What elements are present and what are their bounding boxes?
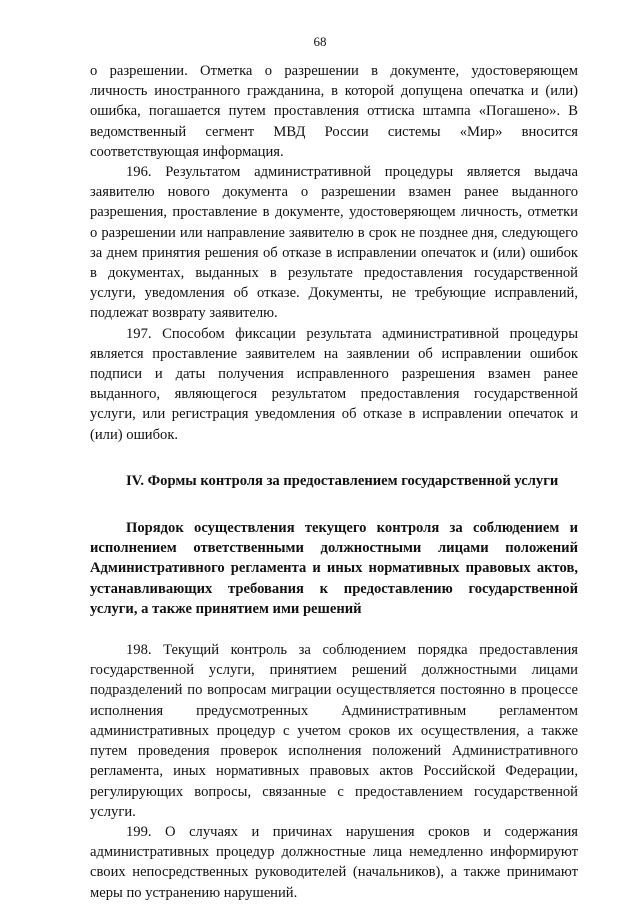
section-title: IV. Формы контроля за предоставлением государственной услуги [126, 472, 559, 489]
paragraph-continuation: о разрешении. Отметка о разрешении в документе, удостоверяющем личность иностранного гражданина, в которой допущена опечатка и (или) ошибка, погашается путем проставления оттиска штампа «Погашено». В ведомственный сегмент МВД России системы «Мир» вносится соответствующая информация. [90, 63, 578, 160]
paragraph-198: 198. Текущий контроль за соблюдением порядка предоставления государственной услуги, принятием решений должностными лицами подразделений по вопросам миграции осуществляется постоянно в процессе исполнения предусмотренных Административным регламентом административных процедур с учетом сроков их осуществления, а также путем проведения проверок исполнения положений Административного регламента, иных нормативных правовых актов Российской Федерации, регулирующих вопросы, связанные с предоставлением государственной услуги. [90, 642, 578, 820]
page-number: 68 [313, 34, 327, 49]
paragraph-196: 196. Результатом административной процедуры является выдача заявителю нового документа о разрешении взамен ранее выданного разрешения, проставление в документе, удостоверяющем личность, отметки о разрешении или направление заявителю в срок не позднее дня, следующего за днем принятия решения об отказе в исправлении опечаток и (или) ошибок в документах, выданных в результате предоставления государственной услуги, уведомления об отказе. Документы, не требующие исправлений, подлежат возврату заявителю. [90, 164, 578, 322]
document-body [90, 61, 578, 903]
paragraph-197: 197. Способом фиксации результата административной процедуры является проставление заявителем на заявлении об исправлении ошибок подписи и даты получения исправленного разрешения взамен ранее выданного, являющегося результатом предоставления государственной услуги, или регистрация уведомления об отказе в исправлении опечаток и (или) ошибок. [90, 325, 578, 443]
paragraph-199: 199. О случаях и причинах нарушения сроков и содержания административных процедур должностные лица немедленно информируют своих непосредственных руководителей (начальников), а также принимают меры по устранению нарушений. [90, 823, 578, 901]
subsection-title: Порядок осуществления текущего контроля за соблюдением и исполнением ответственными должностными лицами положений Административного регламента и иных нормативных правовых актов, устанавливающих требования к предоставлению государственной услуги, а также принятием ими решений [90, 520, 578, 617]
